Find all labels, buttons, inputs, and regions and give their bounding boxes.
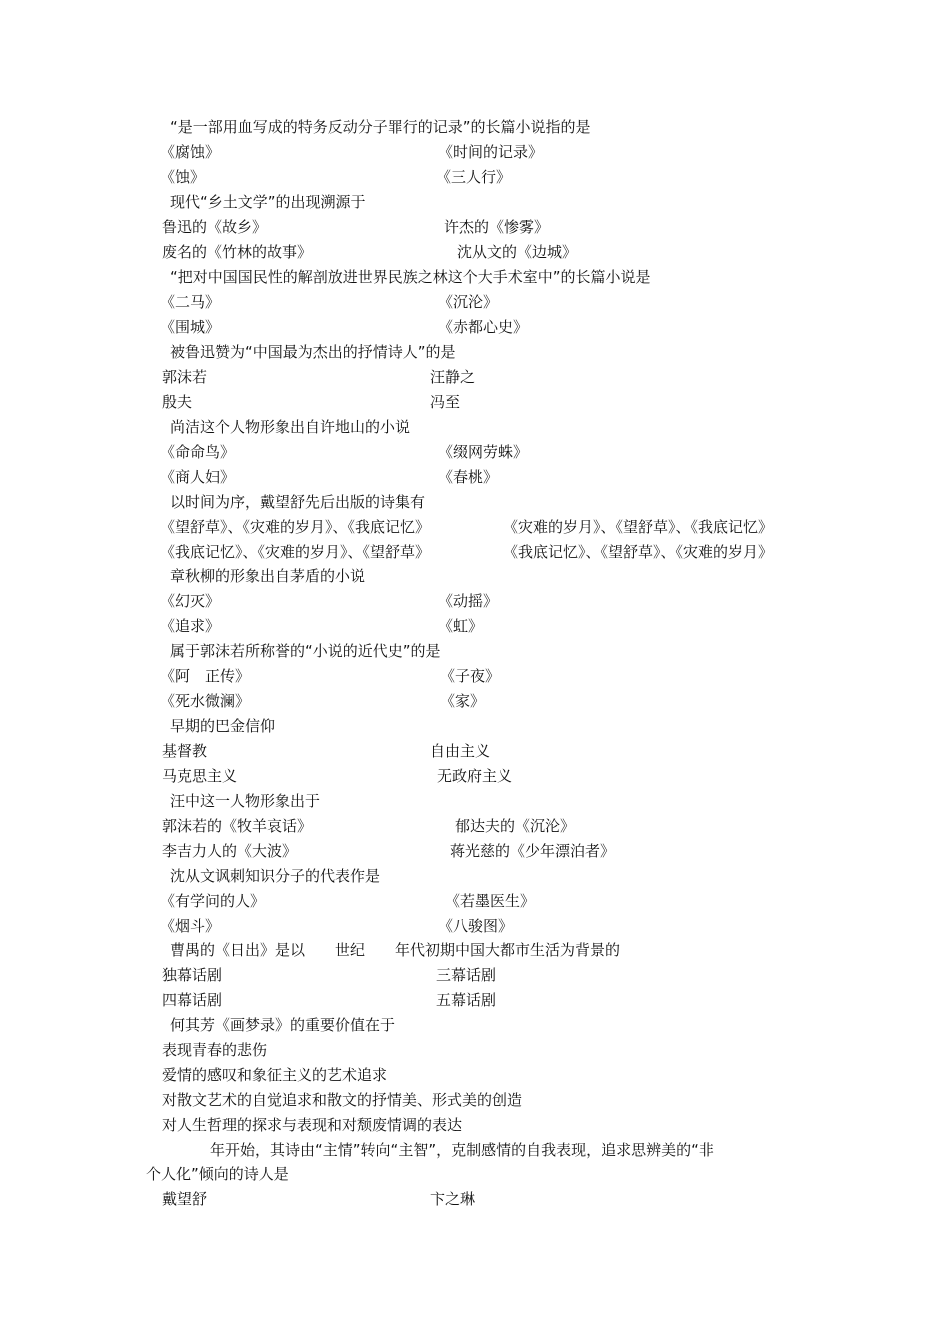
option-a: 《腐蚀》: [160, 143, 221, 161]
option-a: 独幕话剧: [162, 966, 223, 984]
option-c: 废名的《竹林的故事》: [162, 243, 313, 261]
option-a: 郭沫若: [162, 368, 208, 386]
option-a: 表现青春的悲伤: [162, 1041, 268, 1059]
option-c: 《商人妇》: [160, 468, 236, 486]
option-a: 《幻灭》: [160, 592, 221, 610]
option-c: 《烟斗》: [160, 917, 221, 935]
option-a: 《阿 正传》: [160, 667, 251, 685]
option-d: 《春桃》: [438, 468, 499, 486]
option-a: 基督教: [162, 742, 208, 760]
option-d: 沈从文的《边城》: [457, 243, 578, 261]
stem-text: 被鲁迅赞为“中国最为杰出的抒情诗人”的是: [170, 343, 456, 361]
stem-text-line-2: 个人化”倾向的诗人是: [146, 1165, 289, 1183]
option-b: 自由主义: [430, 742, 491, 760]
option-d: 《八骏图》: [438, 917, 514, 935]
stem-text: 章秋柳的形象出自茅盾的小说: [170, 567, 366, 585]
option-d: 《三人行》: [436, 168, 512, 186]
option-d: 对人生哲理的探求与表现和对颓废情调的表达: [162, 1116, 463, 1134]
option-b: 《缀网劳蛛》: [438, 443, 529, 461]
option-c: 李吉力人的《大波》: [162, 842, 298, 860]
option-c: 四幕话剧: [162, 991, 223, 1009]
option-c: 《围城》: [160, 318, 221, 336]
stem-text: 早期的巴金信仰: [170, 717, 276, 735]
stem-text: 曹禺的《日出》是以 世纪 年代初期中国大都市生活为背景的: [170, 941, 621, 959]
option-b: 卞之琳: [430, 1190, 476, 1208]
option-d: 《赤都心史》: [438, 318, 529, 336]
option-d: 冯至: [430, 393, 461, 411]
option-d: 无政府主义: [437, 767, 513, 785]
option-a: 《命命鸟》: [160, 443, 236, 461]
option-c: 《蚀》: [160, 168, 206, 186]
option-c: 《死水微澜》: [160, 692, 251, 710]
option-b: 爱情的感叹和象征主义的艺术追求: [162, 1066, 388, 1084]
option-a: 《望舒草》、《灾难的岁月》、《我底记忆》: [160, 518, 431, 536]
option-d: 《家》: [440, 692, 486, 710]
option-c: 马克思主义: [162, 767, 238, 785]
stem-text-line-1: 年开始，其诗由“主情”转向“主智”，克制感情的自我表现，追求思辨美的“非: [210, 1141, 714, 1159]
option-b: 《若墨医生》: [445, 892, 536, 910]
option-c: 《追求》: [160, 617, 221, 635]
option-c: 殷夫: [162, 393, 193, 411]
option-a: 鲁迅的《故乡》: [162, 218, 268, 236]
option-a: 《二马》: [160, 293, 221, 311]
option-b: 《动摇》: [438, 592, 499, 610]
stem-text: 属于郭沫若所称誉的“小说的近代史”的是: [170, 642, 441, 660]
stem-text: 现代“乡土文学”的出现溯源于: [170, 193, 366, 211]
option-b: 汪静之: [430, 368, 476, 386]
option-d: 《我底记忆》、《望舒草》、《灾难的岁月》: [503, 543, 774, 561]
option-d: 五幕话剧: [436, 991, 497, 1009]
option-a: 《有学问的人》: [160, 892, 266, 910]
stem-text: 以时间为序，戴望舒先后出版的诗集有: [170, 493, 426, 511]
option-c: 对散文艺术的自觉追求和散文的抒情美、形式美的创造: [162, 1091, 523, 1109]
stem-text: 何其芳《画梦录》的重要价值在于: [170, 1016, 396, 1034]
option-a: 郭沫若的《牧羊哀话》: [162, 817, 313, 835]
option-b: 《子夜》: [440, 667, 501, 685]
option-b: 《时间的记录》: [438, 143, 544, 161]
option-b: 郁达夫的《沉沦》: [455, 817, 576, 835]
option-a: 戴望舒: [162, 1190, 208, 1208]
option-b: 《沉沦》: [438, 293, 499, 311]
stem-text: 尚洁这个人物形象出自许地山的小说: [170, 418, 411, 436]
option-c: 《我底记忆》、《灾难的岁月》、《望舒草》: [160, 543, 431, 561]
stem-text: 汪中这一人物形象出于: [170, 792, 321, 810]
option-b: 《灾难的岁月》、《望舒草》、《我底记忆》: [503, 518, 774, 536]
option-b: 三幕话剧: [436, 966, 497, 984]
option-d: 蒋光慈的《少年漂泊者》: [450, 842, 616, 860]
option-b: 许杰的《惨雾》: [444, 218, 550, 236]
stem-text: “把对中国国民性的解剖放进世界民族之林这个大手术室中”的长篇小说是: [170, 268, 651, 286]
stem-text: “是一部用血写成的特务反动分子罪行的记录”的长篇小说指的是: [170, 118, 591, 136]
stem-text: 沈从文讽刺知识分子的代表作是: [170, 867, 381, 885]
option-d: 《虹》: [438, 617, 484, 635]
